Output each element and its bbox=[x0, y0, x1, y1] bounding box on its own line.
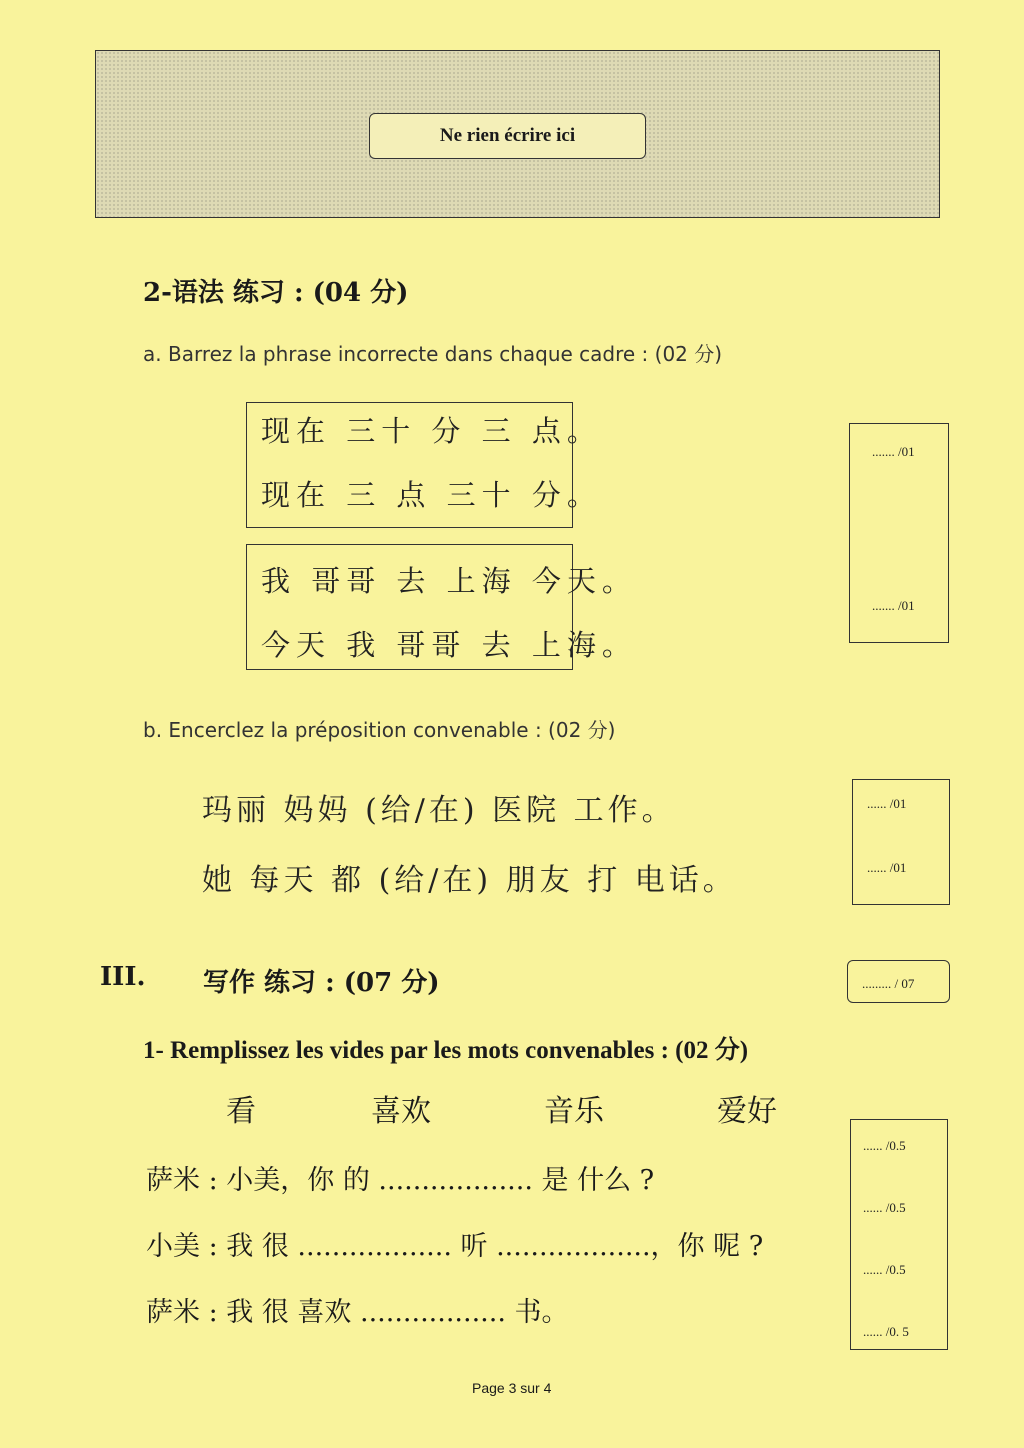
frame-1-sentence-1[interactable]: 现在 三十 分 三 点。 bbox=[261, 414, 602, 448]
frame-1-sentence-2[interactable]: 现在 三 点 三十 分。 bbox=[261, 478, 602, 512]
sentence-frame-1 bbox=[246, 402, 602, 528]
word-bank-item-3: 音乐 bbox=[544, 1094, 604, 1129]
page-number: Page 3 sur 4 bbox=[472, 1380, 552, 1396]
part-b-sentence-1[interactable]: 玛丽 妈妈 (给/在) 医院 工作。 bbox=[202, 793, 676, 828]
frame-2-sentence-2[interactable]: 今天 我 哥哥 去 上海。 bbox=[261, 628, 637, 662]
exercise-1-score-1: ...... /0.5 bbox=[863, 1138, 906, 1153]
dialog-line-1[interactable]: 萨米 : 小美，你 的 .................. 是 什么 ? bbox=[146, 1165, 655, 1196]
exercise-1-score-box bbox=[850, 1119, 948, 1350]
part-a-instruction: a. Barrez la phrase incorrecte dans chaque cadre : (02 分) bbox=[143, 342, 723, 366]
sentence-frame-2 bbox=[246, 544, 637, 670]
exercise-1-score-2: ...... /0.5 bbox=[863, 1200, 906, 1215]
exercise-1-score-4: ...... /0. 5 bbox=[863, 1324, 909, 1339]
part-b-score-box bbox=[852, 779, 950, 905]
section-3-title: 写作 练习 : (07 分) bbox=[203, 968, 440, 998]
section-2-title: 2-语法 练习 : (04 分) bbox=[143, 278, 409, 308]
part-b-score-2: ...... /01 bbox=[867, 860, 907, 875]
part-b-sentence-2[interactable]: 她 每天 都 (给/在) 朋友 打 电话。 bbox=[202, 863, 737, 898]
section-3-score-box bbox=[847, 960, 950, 1003]
exercise-1-instruction: 1- Remplissez les vides par les mots convenables : (02 分) bbox=[143, 1037, 749, 1064]
section-3-score: ......... / 07 bbox=[862, 976, 915, 991]
part-a-score-1: ....... /01 bbox=[872, 444, 915, 459]
part-b-instruction: b. Encerclez la préposition convenable : (02 分) bbox=[143, 718, 616, 742]
word-bank-item-4: 爱好 bbox=[717, 1094, 777, 1129]
part-a-score-box bbox=[849, 423, 949, 643]
word-bank-item-1: 看 bbox=[226, 1094, 256, 1129]
frame-2-sentence-1[interactable]: 我 哥哥 去 上海 今天。 bbox=[261, 564, 637, 598]
section-3-numeral: III. bbox=[100, 962, 146, 992]
dialog-line-2[interactable]: 小美 : 我 很 .................. 听 ..................，你 呢 ? bbox=[146, 1231, 764, 1262]
word-bank-item-2: 喜欢 bbox=[371, 1094, 431, 1129]
dialog-line-3[interactable]: 萨米 : 我 很 喜欢 ................. 书。 bbox=[146, 1297, 569, 1328]
part-a-score-2: ....... /01 bbox=[872, 598, 915, 613]
do-not-write-label: Ne rien écrire ici bbox=[369, 113, 646, 159]
exercise-1-score-3: ...... /0.5 bbox=[863, 1262, 906, 1277]
part-b-score-1: ...... /01 bbox=[867, 796, 907, 811]
